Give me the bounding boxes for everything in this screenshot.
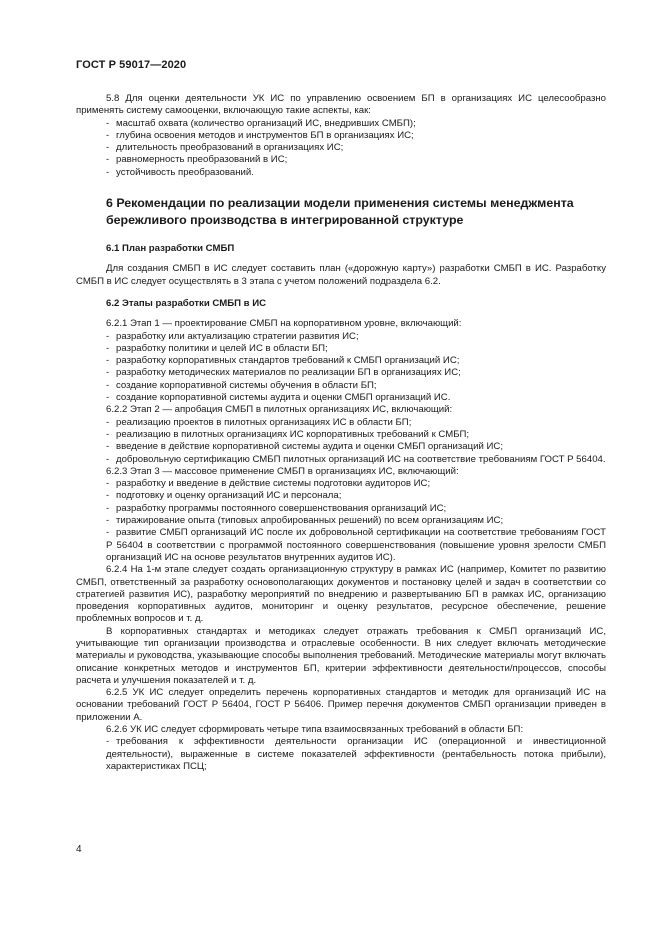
list-item [76,331,606,343]
list-item [76,441,606,453]
list-item [76,142,606,154]
list-item-text: длительность преобразований в организациях ИС; [116,142,344,154]
list-item-text: глубина освоения методов и инструментов БП в организациях ИС; [116,129,414,141]
list-item-text: масштаб охвата (количество организаций ИС, внедривших СМБП); [116,117,416,129]
paragraph-6-2-4: 6.2.4 На 1-м этапе следует создать организационную структуру в рамках ИС (например, Комитет по развитию СМБП, ответственный за разработку основополагающих документов и постановку целей и задач в соответствии со стратегией развития ИС), разработку мероприятий по внедрению и развертыванию БП в рамках ИС, организацию проведения корпоративных аудитов, мониторинг и оценку результатов, ресурсное обеспечение, решение проблемных вопросов и т. д. [76,564,606,625]
list-item-text: создание корпоративной системы аудита и оценки СМБП организаций ИС. [116,392,451,404]
document-body [76,93,606,773]
list-dash: - [106,367,110,379]
list-item [76,454,606,466]
section-6-heading: 6 Рекомендации по реализации модели применения системы менеджмента бережливого производства в интегрированной структуре [106,196,574,228]
list-dash: - [106,166,110,178]
section-6-1-heading: 6.1 План разработки СМБП [106,243,235,255]
list-item [76,527,606,564]
list-item-text: разработку или актуализацию стратегии развития ИС; [116,330,359,342]
list-item-text: разработку корпоративных стандартов требований к СМБП организаций ИС; [116,355,460,367]
list-dash: - [106,355,110,367]
list-item [76,417,606,429]
list-item-text: развитие СМБП организаций ИС после их добровольной сертификации на соответствие требованиям ГОСТ Р 56404 в соответствии с программой постоянного совершенствования (повышение уровня зрелости СМБП организаций ИС на основе результатов внутренних аудитов ИС). [106,527,606,563]
paragraph-6-2-2: 6.2.2 Этап 2 — апробация СМБП в пилотных организациях ИС, включающий: [106,404,453,416]
list-item [76,355,606,367]
list-item [76,380,606,392]
list-dash: - [106,441,110,453]
standard-code-header: ГОСТ Р 59017—2020 [76,59,187,71]
list-dash: - [106,342,110,354]
page-number: 4 [76,844,82,855]
list-item [76,429,606,441]
list-item-text: разработку и введение в действие системы подготовки аудиторов ИС; [116,478,431,490]
list-item-text: тиражирование опыта (типовых апробированных решений) по всем организациям ИС; [116,515,504,527]
list-item-text: разработку методических материалов по реализации БП в организациях ИС; [116,367,461,379]
list-6-2-2 [76,417,606,466]
list-item [76,503,606,515]
list-item-text: равномерность преобразований в ИС; [116,154,288,166]
list-item-text: реализацию проектов в пилотных организациях ИС в области БП; [116,416,412,428]
list-dash: - [106,527,110,539]
list-item [76,736,606,773]
list-dash: - [106,453,110,465]
list-item-text: разработку политики и целей ИС в области БП; [116,342,328,354]
list-dash: - [106,515,110,527]
list-item [76,167,606,179]
list-dash: - [106,478,110,490]
list-item [76,478,606,490]
list-dash: - [106,142,110,154]
list-item-text: введение в действие корпоративной системы аудита и оценки СМБП организаций ИС; [116,441,503,453]
list-item-text: разработку программы постоянного совершенствования организаций ИС; [116,502,447,514]
list-item-text: добровольную сертификацию СМБП пилотных организаций ИС на соответствие требованиям ГОСТ Р 56404. [116,453,606,465]
list-item [76,343,606,355]
list-item [76,392,606,404]
list-dash: - [106,392,110,404]
list-dash: - [106,502,110,514]
list-dash: - [106,416,110,428]
list-dash: - [106,154,110,166]
list-item [76,154,606,166]
list-6-2-6 [76,736,606,773]
list-6-2-3 [76,478,606,564]
paragraph-6-2-5: 6.2.5 УК ИС следует определить перечень корпоративных стандартов и методик для организаций ИС на основании требований ГОСТ Р 56404, ГОСТ Р 56406. Пример перечня документов СМБП организации приведен в приложении А. [76,687,606,723]
list-item-text: требования к эффективности деятельности организации ИС (операционной и инвестиционной деятельности), выраженные в системе показателей эффективности (рентабельность потока прибыли), характеристиках ПСЦ; [106,736,606,772]
list-item [76,118,606,130]
paragraph-6-2-6: 6.2.6 УК ИС следует сформировать четыре типа взаимосвязанных требований в области БП: [106,724,524,736]
paragraph-6-2-4-continued: В корпоративных стандартах и методиках следует отражать требования к СМБП организаций ИС, учитывающие тип организации производства и отраслевые особенности. В них следует включать методические материалы и руководства, указывающие способы выполнения требований. Методические материалы могут включать описание конкретных методов и инструментов БП, критерии эффективности деятельности/процессов, способы расчета и улучшения показателей и т. д. [76,625,606,686]
list-item-text: реализацию в пилотных организациях ИС корпоративных требований к СМБП; [116,428,470,440]
paragraph-6-1: Для создания СМБП в ИС следует составить план («дорожную карту») разработки СМБП в ИС. Разработку СМБП в ИС следует осуществлять в 3 этапа с учетом положений подраздела 6.2. [76,263,606,287]
list-item [76,515,606,527]
list-dash: - [106,736,110,748]
list-dash: - [106,129,110,141]
list-item [76,490,606,502]
list-dash: - [106,117,110,129]
list-dash: - [106,330,110,342]
list-item-text: создание корпоративной системы обучения в области БП; [116,379,377,391]
paragraph-6-2-1: 6.2.1 Этап 1 — проектирование СМБП на корпоративном уровне, включающий: [106,318,462,330]
list-dash: - [106,379,110,391]
list-item-text: устойчивость преобразований. [116,166,254,178]
list-item [76,367,606,379]
section-6-2-heading: 6.2 Этапы разработки СМБП в ИС [106,297,267,309]
list-5-8 [76,118,606,179]
list-dash: - [106,490,110,502]
paragraph-5-8: 5.8 Для оценки деятельности УК ИС по управлению освоением БП в организациях ИС целесообразно применять систему самооценки, включающую такие аспекты, как: [76,93,606,117]
list-dash: - [106,428,110,440]
list-6-2-1 [76,331,606,405]
paragraph-6-2-3: 6.2.3 Этап 3 — массовое применение СМБП в организациях ИС, включающий: [106,465,459,477]
list-item [76,130,606,142]
list-item-text: подготовку и оценку организаций ИС и персонала; [116,490,342,502]
